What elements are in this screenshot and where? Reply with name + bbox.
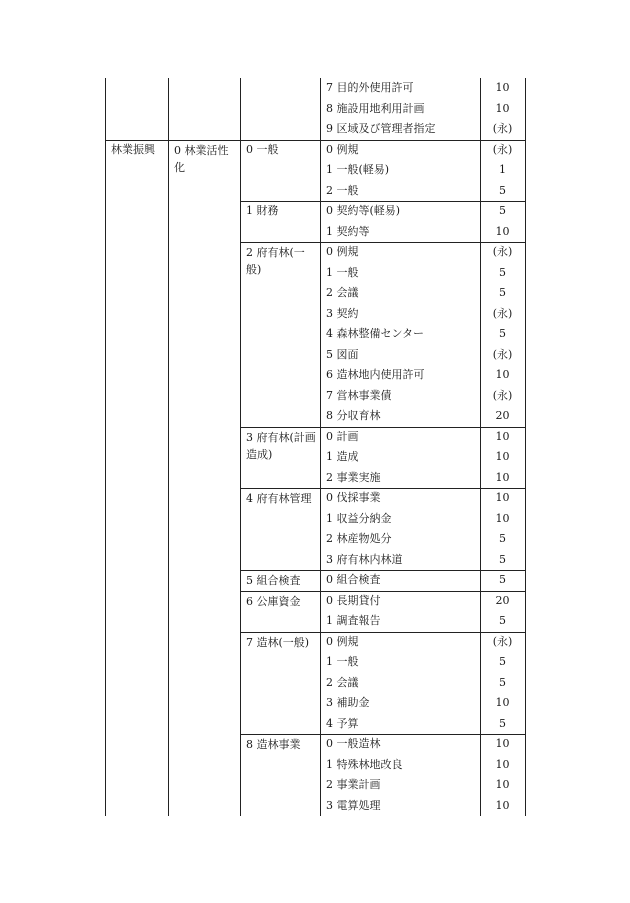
retention-period-cell: 20	[495, 593, 510, 607]
retention-period-cell: 10	[495, 511, 510, 525]
retention-period-cell: 5	[499, 265, 506, 279]
item-cell: 3 補助金	[326, 696, 370, 709]
retention-period-cell: (永)	[492, 306, 513, 320]
section-cell: 5 組合検査	[246, 574, 301, 587]
retention-period-cell: 5	[499, 532, 506, 545]
retention-period-cell: 5	[499, 614, 506, 627]
retention-period-cell: 5	[499, 716, 506, 730]
column-border	[105, 78, 106, 816]
column-border	[240, 78, 241, 816]
item-cell: 7 目的外使用許可	[326, 81, 414, 94]
item-cell: 2 事業実施	[326, 470, 381, 484]
retention-period-cell: 5	[499, 183, 506, 197]
item-cell: 1 契約等	[326, 224, 370, 238]
retention-period-cell: 10	[495, 81, 510, 94]
item-cell: 2 会議	[326, 675, 359, 689]
item-cell: 4 予算	[326, 716, 359, 730]
retention-period-cell: 10	[495, 470, 510, 484]
column-border	[168, 78, 169, 816]
retention-period-cell: 10	[495, 450, 510, 463]
section-cell: 8 造林事業	[246, 738, 301, 751]
item-cell: 0 契約等(軽易)	[326, 204, 401, 217]
retention-period-cell: (永)	[492, 388, 513, 402]
item-cell: 5 図面	[326, 347, 359, 361]
section-cell: 2 府有林(一般)	[246, 246, 305, 276]
section-cell: 1 財務	[246, 204, 279, 217]
retention-period-cell: 5	[499, 327, 506, 340]
item-cell: 1 一般(軽易)	[326, 163, 390, 176]
item-cell: 7 営林事業債	[326, 388, 392, 402]
item-cell: 1 調査報告	[326, 614, 381, 627]
retention-period-cell: (永)	[492, 245, 513, 258]
item-cell: 1 一般	[326, 265, 359, 279]
section-cell: 6 公庫資金	[246, 594, 301, 608]
retention-period-cell: 20	[495, 409, 510, 422]
item-cell: 6 造林地内使用許可	[326, 368, 425, 381]
section-cell: 3 府有林(計画造成)	[246, 430, 316, 461]
retention-period-cell: 5	[499, 552, 506, 566]
retention-period-cell: 5	[499, 573, 506, 586]
retention-period-cell: 10	[495, 101, 510, 115]
retention-period-cell: 10	[495, 696, 510, 709]
item-cell: 0 長期貸付	[326, 593, 381, 607]
retention-period-cell: 5	[499, 675, 506, 689]
column-border	[525, 78, 526, 816]
item-cell: 3 電算処理	[326, 798, 381, 812]
retention-period-cell: 10	[495, 429, 510, 443]
item-cell: 8 分収育林	[326, 409, 381, 422]
item-cell: 2 事業計画	[326, 778, 381, 791]
item-cell: 0 例規	[326, 634, 359, 648]
retention-period-cell: (永)	[492, 122, 513, 135]
retention-period-cell: 10	[495, 798, 510, 812]
section-cell: 7 造林(一般)	[246, 635, 310, 649]
retention-period-cell: (永)	[492, 347, 513, 361]
item-cell: 0 計画	[326, 429, 359, 443]
retention-period-cell: 10	[495, 491, 510, 504]
item-cell: 2 一般	[326, 183, 359, 197]
retention-period-cell: (永)	[492, 142, 513, 156]
item-cell: 4 森林整備センター	[326, 327, 425, 340]
item-cell: 3 契約	[326, 306, 359, 320]
item-cell: 9 区域及び管理者指定	[326, 122, 436, 135]
retention-period-cell: 5	[499, 204, 506, 217]
retention-period-cell: 10	[495, 778, 510, 791]
item-cell: 0 組合検査	[326, 573, 381, 586]
item-cell: 3 府有林内林道	[326, 552, 403, 566]
item-cell: 0 伐採事業	[326, 491, 381, 504]
item-cell: 8 施設用地利用計画	[326, 101, 425, 115]
category-cell: 林業振興	[111, 142, 155, 156]
item-cell: 1 一般	[326, 655, 359, 668]
retention-period-cell: 5	[499, 286, 506, 299]
retention-period-cell: (永)	[492, 634, 513, 648]
item-cell: 0 例規	[326, 245, 359, 258]
retention-period-cell: 10	[495, 368, 510, 381]
item-cell: 1 造成	[326, 450, 359, 463]
item-cell: 2 会議	[326, 286, 359, 299]
section-cell: 0 一般	[246, 142, 279, 156]
retention-period-cell: 5	[499, 655, 506, 668]
item-cell: 0 一般造林	[326, 737, 381, 750]
retention-period-cell: 10	[495, 757, 510, 771]
retention-period-cell: 10	[495, 224, 510, 238]
section-cell: 4 府有林管理	[246, 492, 312, 505]
retention-period-cell: 1	[499, 163, 506, 176]
item-cell: 2 林産物処分	[326, 532, 392, 545]
item-cell: 1 収益分納金	[326, 511, 392, 525]
subcategory-cell: 0 林業活性化	[174, 143, 229, 174]
retention-period-cell: 10	[495, 737, 510, 750]
item-cell: 0 例規	[326, 142, 359, 156]
item-cell: 1 特殊林地改良	[326, 757, 403, 771]
column-border	[320, 78, 321, 816]
